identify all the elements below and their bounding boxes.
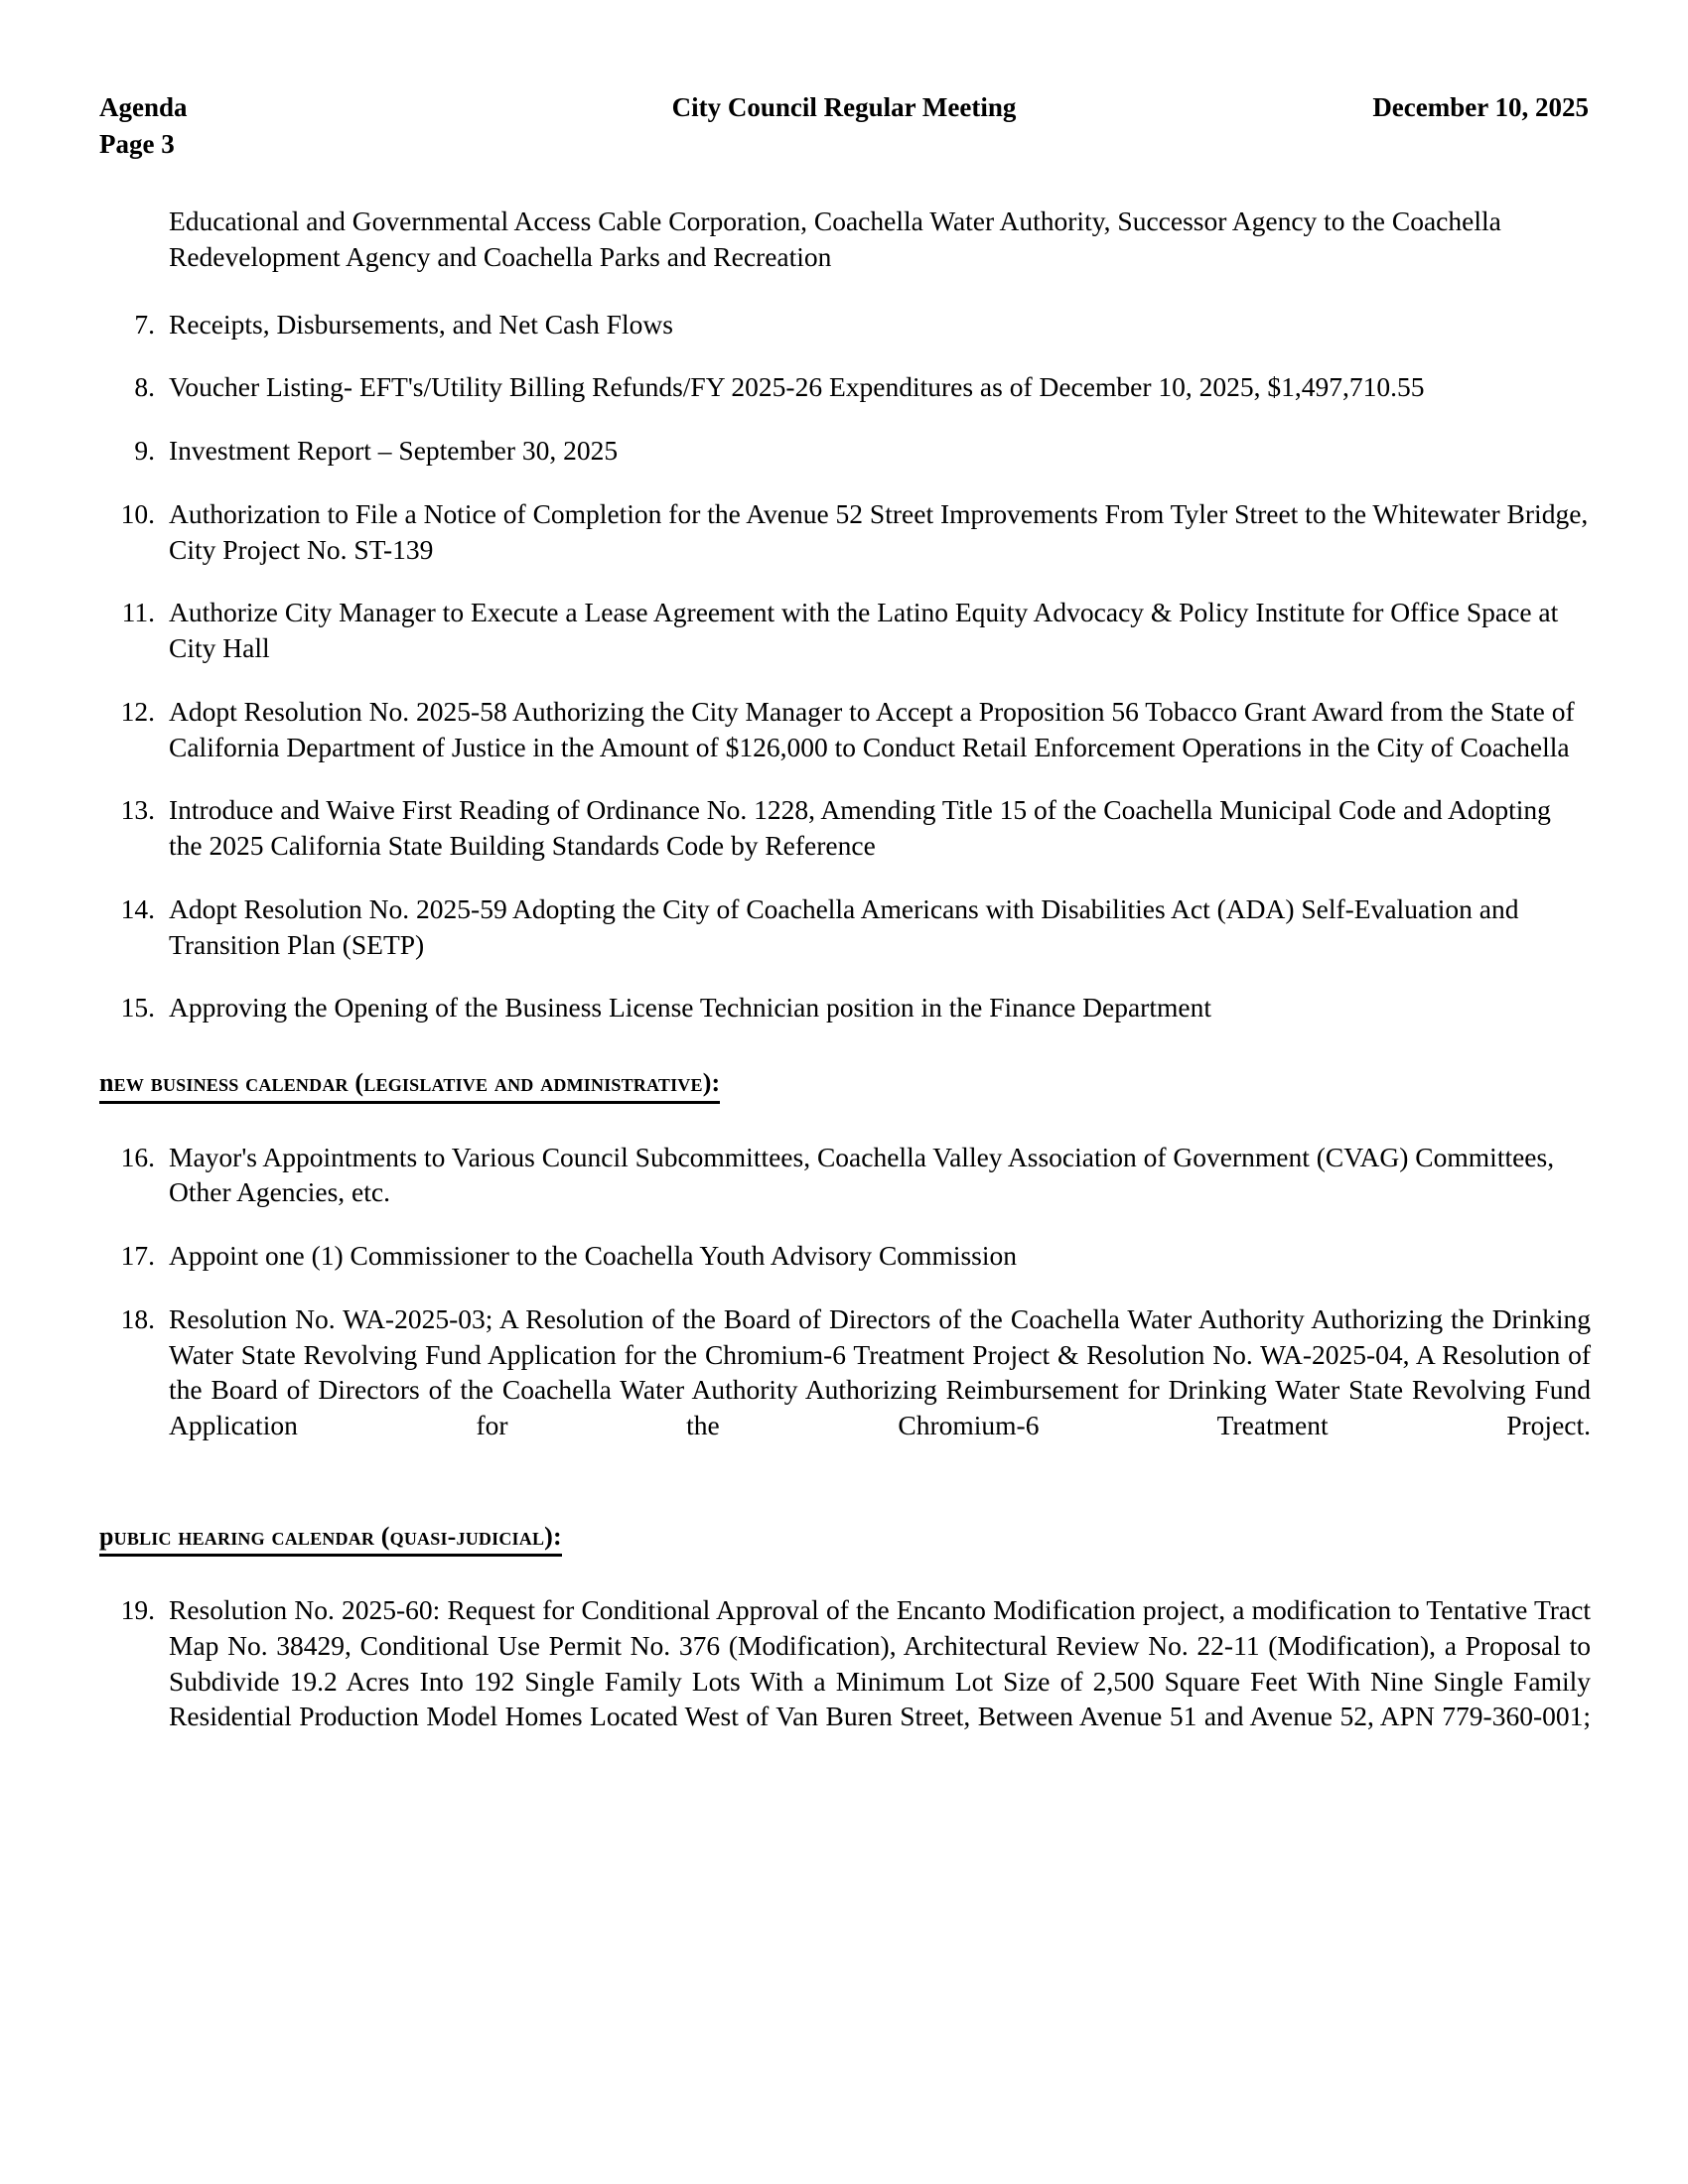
item-number: 7. bbox=[134, 308, 155, 340]
item-text: Authorize City Manager to Execute a Lease Agreement with the Latino Equity Advocacy & Policy Institute for Office Space at City Hall bbox=[169, 597, 1559, 663]
item-number: 19. bbox=[120, 1594, 155, 1625]
header-page-number: Page 3 bbox=[99, 128, 175, 159]
header-document-title: Agenda bbox=[99, 92, 188, 122]
item-text: Investment Report – September 30, 2025 bbox=[169, 435, 619, 466]
agenda-item-7 bbox=[99, 307, 1591, 342]
agenda-item-11 bbox=[99, 595, 1591, 666]
page-header bbox=[99, 91, 1589, 161]
spacer bbox=[99, 870, 1591, 891]
item-text: Authorization to File a Notice of Completion for the Avenue 52 Street Improvements From Tyler Street to the Whitewater Bridge, City Project No. ST-139 bbox=[169, 497, 1589, 565]
agenda-body bbox=[99, 204, 1591, 1776]
section-heading-public-hearing: public hearing calendar (quasi-judicial): bbox=[99, 1521, 562, 1558]
spacer bbox=[99, 1216, 1591, 1238]
page-header-row bbox=[99, 91, 1589, 124]
agenda-item-12 bbox=[99, 694, 1591, 765]
agenda-item-17 bbox=[99, 1238, 1591, 1274]
agenda-item-13 bbox=[99, 792, 1591, 864]
spacer bbox=[99, 411, 1591, 433]
spacer bbox=[99, 347, 1591, 369]
spacer bbox=[99, 281, 1591, 307]
item-number: 13. bbox=[120, 794, 155, 826]
spacer bbox=[99, 1031, 1591, 1067]
spacer bbox=[99, 1104, 1591, 1140]
spacer bbox=[99, 770, 1591, 792]
item-text: Introduce and Waive First Reading of Ordinance No. 1228, Amending Title 15 of the Coachella Municipal Code and Adopting the 2025 California State Building Standards Code by Reference bbox=[169, 794, 1551, 861]
agenda-item-16 bbox=[99, 1140, 1591, 1211]
header-meeting-date: December 10, 2025 bbox=[1372, 92, 1589, 122]
spacer bbox=[99, 1485, 1591, 1521]
header-meeting-title: City Council Regular Meeting bbox=[671, 92, 1017, 122]
item-number: 14. bbox=[120, 892, 155, 924]
spacer bbox=[99, 968, 1591, 990]
item-number: 11. bbox=[121, 597, 155, 628]
item-number: 8. bbox=[134, 371, 155, 403]
spacer bbox=[99, 1557, 1591, 1592]
section-heading-new-business: new business calendar (legislative and administrative): bbox=[99, 1067, 720, 1104]
spacer bbox=[99, 672, 1591, 694]
item-number: 9. bbox=[134, 435, 155, 466]
item-text: Resolution No. 2025-60: Request for Conditional Approval of the Encanto Modification project, a modification to Tentative Tract Map No. 38429, Conditional Use Permit No. 376 (Modification), Architectural Review No. 22-11 (Modification), a Proposal to Subdivide 19.2 Acres Into 192 Single Family Lots With a Minimum Lot Size of 2,500 Square Feet With Nine Single Family Residential Production Model Homes Located West of Van Buren Street, Between Avenue 51 and Avenue 52, APN 779-360-001; bbox=[169, 1594, 1591, 1732]
spacer bbox=[99, 475, 1591, 496]
spacer bbox=[99, 1280, 1591, 1301]
agenda-item-14 bbox=[99, 891, 1591, 963]
item-text: Appoint one (1) Commissioner to the Coachella Youth Advisory Commission bbox=[169, 1240, 1018, 1271]
item-number: 15. bbox=[120, 992, 155, 1024]
item-text: Approving the Opening of the Business License Technician position in the Finance Department bbox=[169, 992, 1211, 1024]
item-text: Mayor's Appointments to Various Council Subcommittees, Coachella Valley Association of Government (CVAG) Committees, Other Agencies, etc. bbox=[169, 1141, 1555, 1208]
continuation-paragraph: Educational and Governmental Access Cable Corporation, Coachella Water Authority, Successor Agency to the Coachella Redevelopment Agency and Coachella Parks and Recreation bbox=[169, 205, 1501, 272]
item-number: 16. bbox=[120, 1141, 155, 1172]
agenda-item-18 bbox=[99, 1301, 1591, 1479]
item-number: 12. bbox=[120, 695, 155, 727]
new-business-heading-wrap bbox=[99, 1067, 1591, 1104]
agenda-item-19 bbox=[99, 1592, 1591, 1770]
agenda-item-8 bbox=[99, 369, 1591, 405]
item-number: 18. bbox=[120, 1302, 155, 1334]
item-text: Adopt Resolution No. 2025-59 Adopting the City of Coachella Americans with Disabilities Act (ADA) Self-Evaluation and Transition Plan (SETP) bbox=[169, 892, 1519, 960]
item-text: Receipts, Disbursements, and Net Cash Flows bbox=[169, 308, 673, 340]
item-number: 10. bbox=[120, 497, 155, 529]
agenda-item-15 bbox=[99, 990, 1591, 1025]
agenda-item-9 bbox=[99, 433, 1591, 469]
item-text: Resolution No. WA-2025-03; A Resolution of the Board of Directors of the Coachella Water Authority Authorizing the Drinking Water State Revolving Fund Application for the Chromium-6 Treatment Project & Resolution No. WA-2025-04, A Resolution of the Board of Directors of the Coachella Water Authority Authorizing Reimbursement for Drinking Water State Revolving Fund Application for the Chromium-6 Treatment Project. bbox=[169, 1302, 1591, 1440]
public-hearing-heading-wrap bbox=[99, 1521, 1591, 1558]
item-text: Voucher Listing- EFT's/Utility Billing Refunds/FY 2025-26 Expenditures as of December 10, 2025, $1,497,710.55 bbox=[169, 371, 1425, 403]
item-text: Adopt Resolution No. 2025-58 Authorizing the City Manager to Accept a Proposition 56 Tobacco Grant Award from the State of California Department of Justice in the Amount of $126,000 to Conduct Retail Enforcement Operations in the City of Coachella bbox=[169, 695, 1575, 762]
agenda-item-10 bbox=[99, 496, 1591, 568]
spacer bbox=[99, 573, 1591, 595]
item-number: 17. bbox=[120, 1240, 155, 1271]
